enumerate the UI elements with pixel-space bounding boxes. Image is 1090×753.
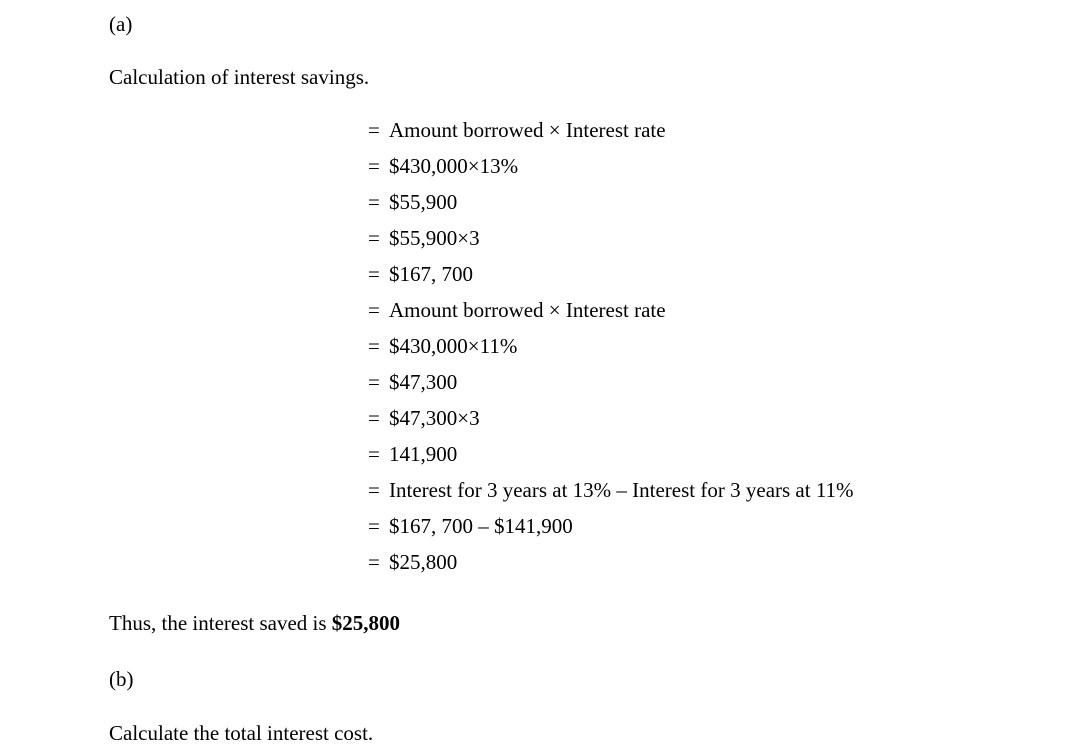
equals-sign: = [368,370,380,394]
equals-sign: = [368,298,380,322]
equation-rhs: $55,900×3 [389,226,480,250]
equals-sign: = [368,406,380,430]
equation-rhs: $167, 700 – $141,900 [389,514,573,538]
equals-sign: = [368,190,380,214]
equation-rhs: Amount borrowed × Interest rate [389,118,666,142]
equals-sign: = [368,226,380,250]
equation-rhs: $430,000×11% [389,334,518,358]
part-b-heading: Calculate the total interest cost. [109,721,374,745]
equation-rhs: 141,900 [389,442,458,466]
equals-sign: = [368,118,380,142]
equals-sign: = [368,154,380,178]
conclusion-prefix: Thus, the interest saved is [109,611,332,635]
interest-saved-amount: $25,800 [331,611,401,635]
conclusion-text [109,611,400,635]
equation-rhs: $167, 700 [389,262,473,286]
part-a-label: (a) [109,12,133,36]
equals-sign: = [368,550,380,574]
equals-sign: = [368,262,380,286]
equation-rhs: Amount borrowed × Interest rate [389,298,666,322]
equation-rhs: $55,900 [389,190,458,214]
part-b-label: (b) [109,667,134,691]
equals-sign: = [368,478,380,502]
equation-rhs: $47,300 [389,370,458,394]
equals-sign: = [368,442,380,466]
equation-rhs: $47,300×3 [389,406,480,430]
part-a-heading: Calculation of interest savings. [109,65,370,89]
equals-sign: = [368,514,380,538]
equation-rhs: $430,000×13% [389,154,519,178]
equals-sign: = [368,334,380,358]
equation-rhs: $25,800 [389,550,458,574]
equation-rhs: Interest for 3 years at 13% – Interest for 3 years at 11% [389,478,854,502]
